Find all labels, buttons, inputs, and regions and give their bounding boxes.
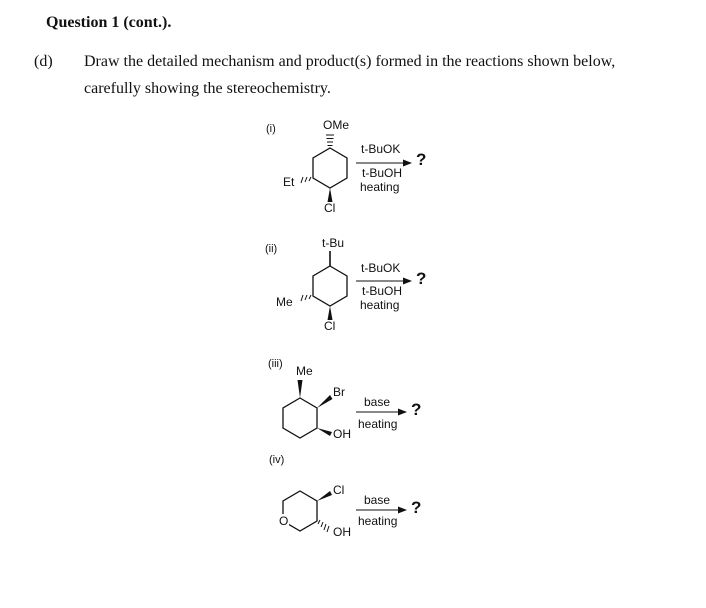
substituent-bottom: Cl — [324, 319, 336, 333]
wedge-bond — [317, 428, 332, 436]
product-unknown: ? — [416, 150, 427, 169]
reagent-below-2: heating — [360, 298, 400, 312]
product-unknown: ? — [411, 400, 422, 419]
reagent-above: t-BuOK — [361, 261, 401, 275]
reagent-above: base — [364, 493, 391, 507]
reagent-above: base — [364, 395, 391, 409]
reaction-iv — [269, 454, 421, 539]
substituent-left: Et — [283, 175, 295, 189]
substituent-bromo: Br — [333, 385, 345, 399]
hashed-bond — [301, 295, 311, 301]
hashed-bond — [318, 520, 329, 532]
reaction-label: (i) — [266, 123, 276, 135]
reagent-below: heating — [358, 514, 398, 528]
wedge-bond — [328, 188, 333, 202]
product-unknown: ? — [416, 269, 427, 288]
wedge-bond — [317, 491, 332, 501]
reagent-below-1: t-BuOH — [362, 284, 403, 298]
wedge-bond — [328, 306, 333, 320]
reagent-below-2: heating — [360, 180, 400, 194]
substituent-hydroxy: OH — [333, 427, 351, 441]
reagent-above: t-BuOK — [361, 142, 401, 156]
substituent-methyl: Me — [296, 364, 313, 378]
reaction-label: (iv) — [269, 454, 285, 466]
part-label: (d) — [34, 53, 53, 70]
cyclohexane-ring — [313, 148, 347, 188]
substituent-chloro: Cl — [333, 483, 345, 497]
instruction-line-1: Draw the detailed mechanism and product(s) formed in the reactions shown below, — [84, 53, 616, 70]
reagent-below: heating — [358, 417, 398, 431]
reaction-iii — [268, 358, 421, 441]
wedge-bond — [317, 395, 333, 408]
reaction-label: (ii) — [265, 243, 278, 255]
reaction-ii — [265, 236, 426, 333]
substituent-top: t-Bu — [322, 236, 345, 250]
reaction-label: (iii) — [268, 358, 283, 370]
cyclohexane-ring — [283, 398, 317, 438]
reaction-i — [266, 118, 426, 215]
wedge-bond — [298, 380, 303, 398]
question-heading: Question 1 (cont.). — [46, 14, 172, 31]
product-unknown: ? — [411, 498, 422, 517]
hashed-bond — [326, 135, 334, 146]
ring-oxygen: O — [279, 514, 289, 528]
cyclohexane-ring — [313, 266, 347, 306]
substituent-bottom: Cl — [324, 201, 336, 215]
hashed-bond — [301, 177, 311, 183]
substituent-top: OMe — [323, 118, 350, 132]
substituent-left: Me — [276, 295, 293, 309]
reagent-below-1: t-BuOH — [362, 166, 403, 180]
instruction-line-2: carefully showing the stereochemistry. — [84, 80, 331, 97]
substituent-hydroxy: OH — [333, 525, 351, 539]
